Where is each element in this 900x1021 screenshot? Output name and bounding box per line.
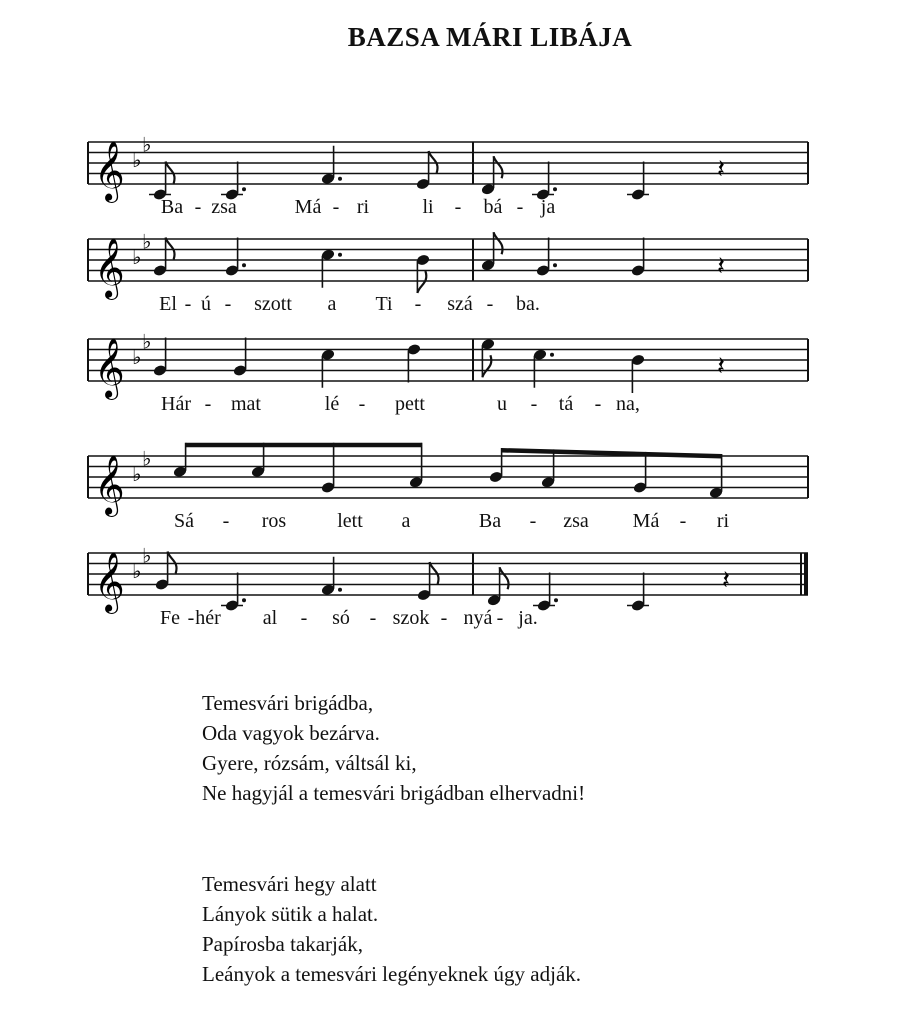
quarter-rest-icon: 𝄽 (722, 565, 730, 596)
syllable-hyphen: - (679, 510, 687, 532)
lyric-syllable: Ti (375, 293, 393, 315)
lyric-syllable: ri (716, 510, 730, 532)
lyric-syllable: ú (201, 293, 211, 315)
song-title: BAZSA MÁRI LIBÁJA (347, 22, 633, 52)
lyric-syllable: zsa (211, 196, 237, 218)
staff (88, 436, 818, 546)
verse-line: Leányok a temesvári legényeknek úgy adják. (202, 962, 582, 986)
lyric-syllable: szott (254, 293, 292, 315)
verse-line: Ne hagyjál a temesvári brigádban elhervadni! (202, 781, 586, 805)
quarter-rest-icon: 𝄽 (717, 251, 725, 282)
flat-icon: ♭ (142, 329, 152, 354)
syllable-hyphen: - (222, 510, 230, 532)
treble-clef-icon: 𝄞 (94, 338, 125, 398)
verse-line: Gyere, rózsám, váltsál ki, (202, 751, 417, 775)
lyric-syllable: Ba (478, 510, 502, 532)
verse-line: Temesvári hegy alatt (202, 872, 377, 896)
syllable-hyphen: - (414, 293, 422, 315)
lyric-syllable: a (327, 293, 337, 315)
lyric-syllable: El (159, 293, 177, 315)
treble-clef-icon: 𝄞 (94, 455, 125, 515)
lyric-syllable: tá (558, 393, 574, 415)
lyric-syllable: ja. (518, 607, 538, 629)
lyric-syllable: ri (356, 196, 370, 218)
lyric-syllable: Sá (174, 510, 194, 532)
eighth-flag (494, 156, 503, 178)
syllable-hyphen: - (440, 607, 448, 629)
lyric-syllable: a (401, 510, 411, 532)
flat-icon: ♭ (132, 345, 142, 369)
flat-icon: ♭ (132, 245, 142, 269)
dot (338, 253, 342, 257)
syllable-hyphen: - (530, 393, 538, 415)
lyric-syllable: Hár (161, 393, 191, 415)
dot (553, 263, 557, 267)
syllable-hyphen: - (516, 196, 524, 218)
syllable-hyphen: - (194, 196, 202, 218)
verse-2 (202, 869, 581, 989)
syllable-hyphen: - (594, 393, 602, 415)
lyric-syllable: só (332, 607, 350, 629)
syllable-hyphen: - (358, 393, 366, 415)
verse-line: Oda vagyok bezárva. (202, 721, 380, 745)
quarter-rest-icon: 𝄽 (717, 351, 725, 382)
staff-system-5 (88, 533, 808, 663)
syllable-hyphen: - (332, 196, 340, 218)
lyric-syllable: u (497, 393, 507, 415)
treble-clef-icon: 𝄞 (94, 141, 125, 201)
verse-1 (202, 688, 585, 808)
eighth-flag (482, 355, 491, 377)
syllable-hyphen: - (187, 607, 195, 629)
flat-icon: ♭ (142, 543, 152, 568)
lyric-syllable: pett (395, 393, 425, 415)
eighth-flag (168, 552, 177, 574)
syllable-hyphen: - (486, 293, 494, 315)
flat-icon: ♭ (142, 446, 152, 471)
lyric-syllable: szok (392, 607, 430, 629)
eighth-flag (166, 162, 175, 184)
beam (186, 443, 422, 448)
lyric-syllable: mat (231, 393, 261, 415)
lyric-syllable: na, (616, 393, 640, 415)
verse-line: Papírosba takarják, (202, 932, 363, 956)
syllable-hyphen: - (300, 607, 308, 629)
flat-icon: ♭ (142, 229, 152, 254)
lyric-syllable: Fe (160, 607, 180, 629)
lyric-syllable: li (422, 196, 434, 218)
lyric-syllable: bá (483, 196, 503, 218)
syllable-hyphen: - (184, 293, 192, 315)
lyric-syllable: lé (324, 393, 340, 415)
quarter-rest-icon: 𝄽 (717, 154, 725, 185)
final-barline-thick (804, 553, 808, 595)
dot (242, 598, 246, 602)
lyric-syllable: nyá (463, 607, 493, 629)
lyric-syllable: ba. (516, 293, 540, 315)
lyric-syllable: hér (195, 607, 221, 629)
syllable-hyphen: - (224, 293, 232, 315)
lyric-syllable: zsa (563, 510, 589, 532)
verse-line: Temesvári brigádba, (202, 691, 374, 715)
lyric-syllable: szá (447, 293, 473, 315)
staff (88, 319, 818, 429)
verse-line: Lányok sütik a halat. (202, 902, 379, 926)
beam (502, 448, 722, 459)
lyric-syllable: Má (294, 196, 322, 218)
syllable-hyphen: - (454, 196, 462, 218)
eighth-flag (166, 238, 175, 260)
lyric-syllable: Ba (160, 196, 184, 218)
eighth-flag (429, 151, 438, 173)
dot (550, 353, 554, 357)
flat-icon: ♭ (132, 148, 142, 172)
lyric-syllable: ja (540, 196, 556, 218)
staff-system-3 (88, 319, 808, 449)
lyric-syllable: al (262, 607, 278, 629)
dot (242, 187, 246, 191)
flat-icon: ♭ (142, 132, 152, 157)
flat-icon: ♭ (132, 462, 142, 486)
dot (242, 263, 246, 267)
dot (338, 177, 342, 181)
treble-clef-icon: 𝄞 (94, 552, 125, 612)
syllable-hyphen: - (496, 607, 504, 629)
lyric-syllable: ros (261, 510, 287, 532)
dot (554, 598, 558, 602)
lyric-syllable: lett (337, 510, 363, 532)
eighth-flag (430, 562, 439, 584)
lyric-syllable: Má (632, 510, 660, 532)
syllable-hyphen: - (204, 393, 212, 415)
flat-icon: ♭ (132, 559, 142, 583)
eighth-flag (494, 232, 503, 254)
dot (338, 588, 342, 592)
syllable-hyphen: - (529, 510, 537, 532)
eighth-flag (500, 567, 509, 589)
syllable-hyphen: - (369, 607, 377, 629)
dot (553, 187, 557, 191)
treble-clef-icon: 𝄞 (94, 238, 125, 298)
eighth-flag (417, 271, 426, 293)
